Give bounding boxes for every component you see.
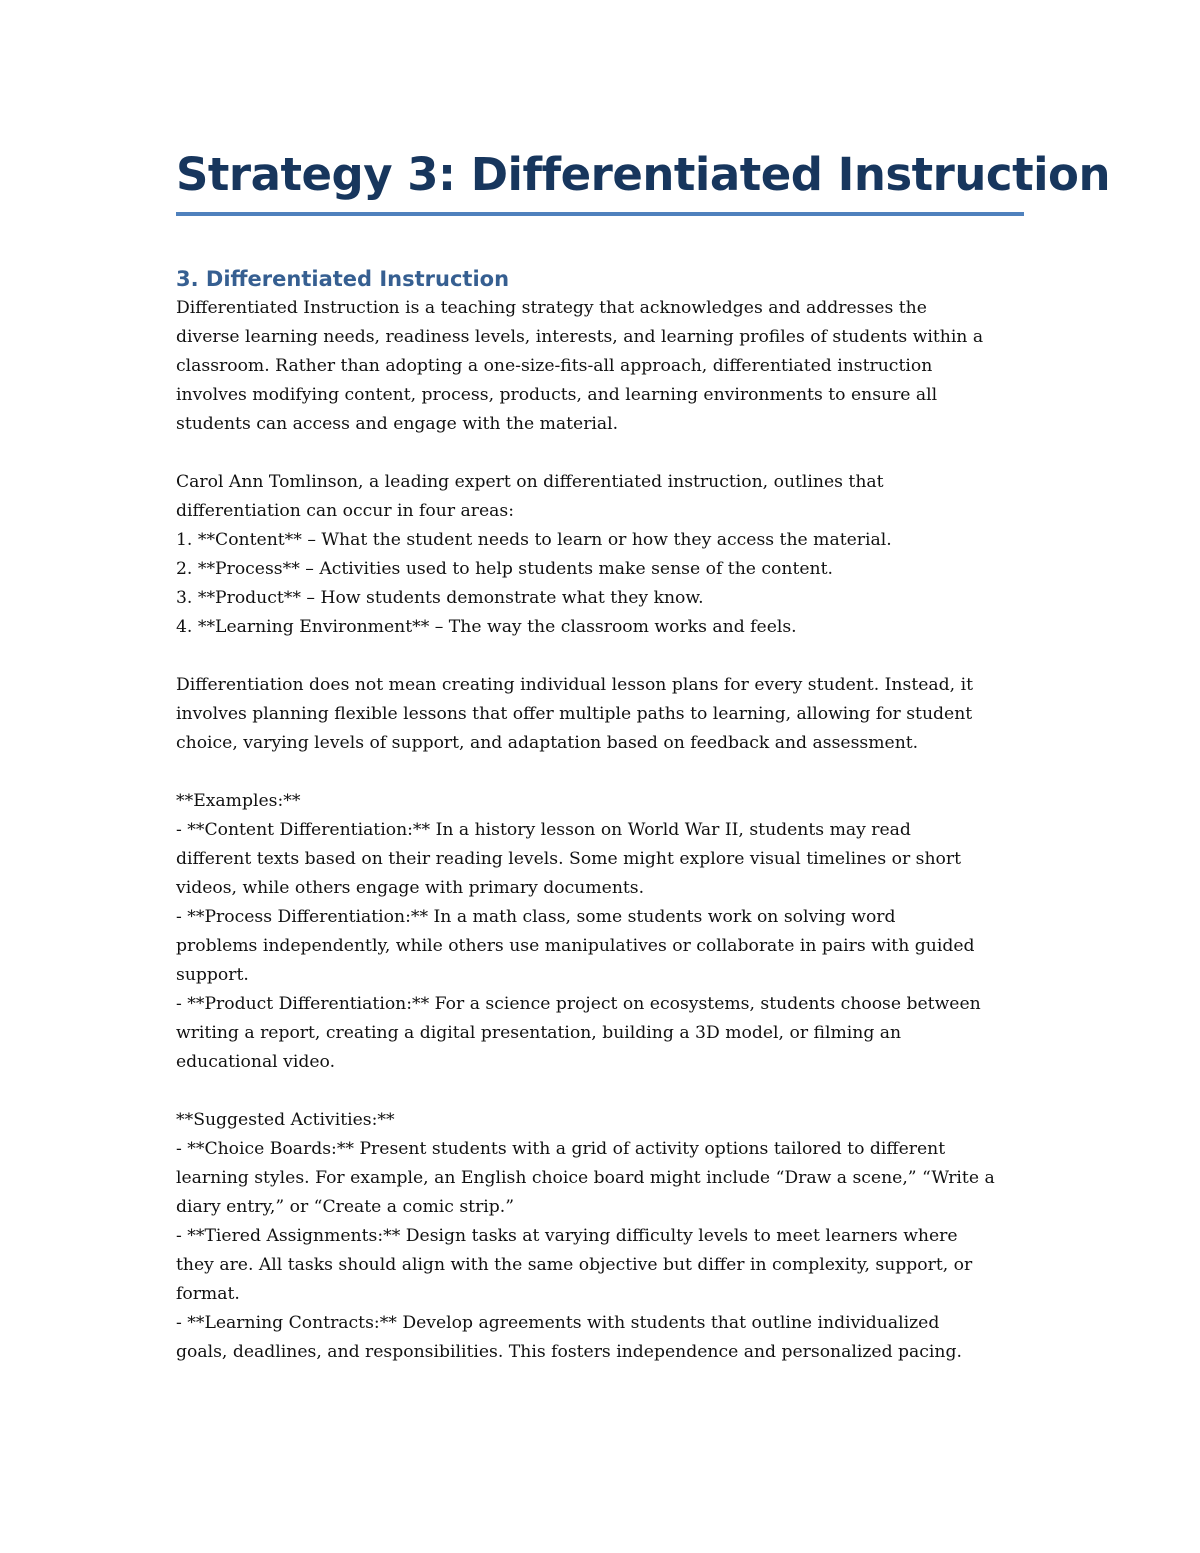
areas-paragraph [176, 468, 1026, 642]
text-line: Differentiated Instruction is a teaching strategy that acknowledges and addresses the [176, 298, 927, 318]
paragraph-gap [176, 758, 1026, 787]
text-line: choice, varying levels of support, and adaptation based on feedback and assessment. [176, 733, 919, 753]
text-line: format. [176, 1284, 240, 1304]
text-line: support. [176, 965, 249, 985]
document-body [176, 294, 1026, 1367]
title-underline [176, 212, 1024, 216]
text-line: - **Tiered Assignments:** Design tasks at varying difficulty levels to meet learners where [176, 1226, 958, 1246]
paragraph-gap [176, 642, 1026, 671]
text-line: they are. All tasks should align with the same objective but differ in complexity, support, or [176, 1255, 973, 1275]
text-line: diary entry,” or “Create a comic strip.” [176, 1197, 515, 1217]
text-line: educational video. [176, 1052, 336, 1072]
text-line: problems independently, while others use manipulatives or collaborate in pairs with guided [176, 936, 975, 956]
text-line: Differentiation does not mean creating individual lesson plans for every student. Instead, it [176, 675, 973, 695]
differentiation-paragraph [176, 671, 1026, 758]
text-line: learning styles. For example, an English choice board might include “Draw a scene,” “Write a [176, 1168, 995, 1188]
paragraph-gap [176, 1077, 1026, 1106]
text-line: - **Content Differentiation:** In a history lesson on World War II, students may read [176, 820, 911, 840]
text-line: involves planning flexible lessons that offer multiple paths to learning, allowing for student [176, 704, 973, 724]
text-line: writing a report, creating a digital presentation, building a 3D model, or filming an [176, 1023, 902, 1043]
text-line: - **Choice Boards:** Present students with a grid of activity options tailored to different [176, 1139, 946, 1159]
text-line: involves modifying content, process, products, and learning environments to ensure all [176, 385, 938, 405]
text-line: classroom. Rather than adopting a one-size-fits-all approach, differentiated instruction [176, 356, 933, 376]
paragraph-gap [176, 439, 1026, 468]
text-line: different texts based on their reading levels. Some might explore visual timelines or short [176, 849, 961, 869]
intro-paragraph [176, 294, 1026, 439]
text-line: differentiation can occur in four areas: [176, 501, 515, 521]
list-item: 4. **Learning Environment** – The way the classroom works and feels. [176, 617, 797, 637]
list-item: 3. **Product** – How students demonstrate what they know. [176, 588, 704, 608]
text-line: students can access and engage with the material. [176, 414, 619, 434]
text-line: goals, deadlines, and responsibilities. This fosters independence and personalized pacing. [176, 1342, 962, 1362]
text-line: - **Process Differentiation:** In a math class, some students work on solving word [176, 907, 896, 927]
text-line: Carol Ann Tomlinson, a leading expert on differentiated instruction, outlines that [176, 472, 884, 492]
document-title: Strategy 3: Differentiated Instruction [176, 148, 1110, 201]
text-line: diverse learning needs, readiness levels, interests, and learning profiles of students within a [176, 327, 984, 347]
text-line: videos, while others engage with primary documents. [176, 878, 645, 898]
text-line: - **Product Differentiation:** For a science project on ecosystems, students choose between [176, 994, 981, 1014]
activities-section [176, 1106, 1026, 1367]
list-item: 1. **Content** – What the student needs to learn or how they access the material. [176, 530, 892, 550]
list-item: 2. **Process** – Activities used to help students make sense of the content. [176, 559, 833, 579]
examples-label: **Examples:** [176, 791, 301, 811]
document-content [176, 140, 1110, 1367]
activities-label: **Suggested Activities:** [176, 1110, 395, 1130]
examples-section [176, 787, 1026, 1077]
section-heading: 3. Differentiated Instruction [176, 267, 510, 291]
text-line: - **Learning Contracts:** Develop agreements with students that outline individualized [176, 1313, 940, 1333]
